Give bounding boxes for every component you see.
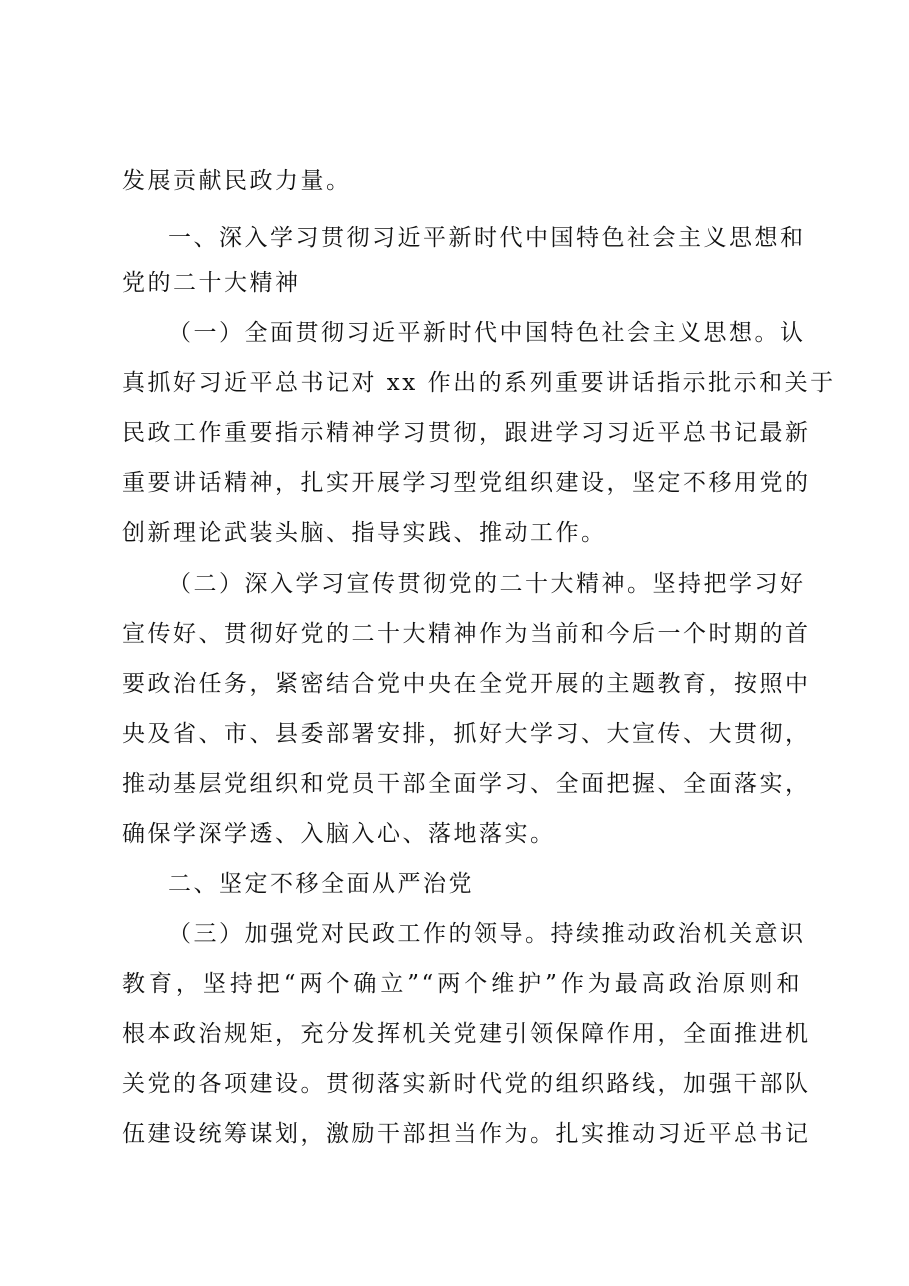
paragraph-line: 真抓好习近平总书记对 xx 作出的系列重要讲话指示批示和关于	[122, 370, 836, 396]
paragraph-line: 发展贡献民政力量。	[122, 168, 352, 194]
paragraph-line: 民政工作重要指示精神学习贯彻，跟进学习习近平总书记最新	[122, 420, 811, 446]
subsection-heading-2: （二）深入学习宣传贯彻党的二十大精神。坚持把学习好	[168, 571, 806, 597]
paragraph-line: 创新理论武装头脑、指导实践、推动工作。	[122, 520, 607, 546]
paragraph-line: 关党的各项建设。贯彻落实新时代党的组织路线，加强干部队	[122, 1071, 811, 1097]
paragraph-line: 宣传好、贯彻好党的二十大精神作为当前和今后一个时期的首	[122, 621, 811, 647]
section-heading-2: 二、坚定不移全面从严治党	[168, 871, 474, 897]
paragraph-line: 伍建设统筹谋划，激励干部担当作为。扎实推动习近平总书记	[122, 1121, 811, 1147]
subsection-heading-1: （一）全面贯彻习近平新时代中国特色社会主义思想。认	[168, 320, 806, 346]
paragraph-line: 央及省、市、县委部署安排，抓好大学习、大宣传、大贯彻，	[122, 721, 811, 747]
section-heading-1-cont: 党的二十大精神	[122, 270, 301, 296]
paragraph-line: 推动基层党组织和党员干部全面学习、全面把握、全面落实，	[122, 771, 811, 797]
paragraph-line: 教育，坚持把“两个确立”“两个维护”作为最高政治原则和	[122, 971, 802, 997]
paragraph-line: 要政治任务，紧密结合党中央在全党开展的主题教育，按照中	[122, 671, 811, 697]
paragraph-line: 重要讲话精神，扎实开展学习型党组织建设，坚定不移用党的	[122, 470, 811, 496]
section-heading-1: 一、深入学习贯彻习近平新时代中国特色社会主义思想和	[168, 225, 806, 251]
paragraph-line: 确保学深学透、入脑入心、落地落实。	[122, 821, 556, 847]
subsection-heading-3: （三）加强党对民政工作的领导。持续推动政治机关意识	[168, 921, 806, 947]
paragraph-line: 根本政治规矩，充分发挥机关党建引领保障作用，全面推进机	[122, 1021, 811, 1047]
